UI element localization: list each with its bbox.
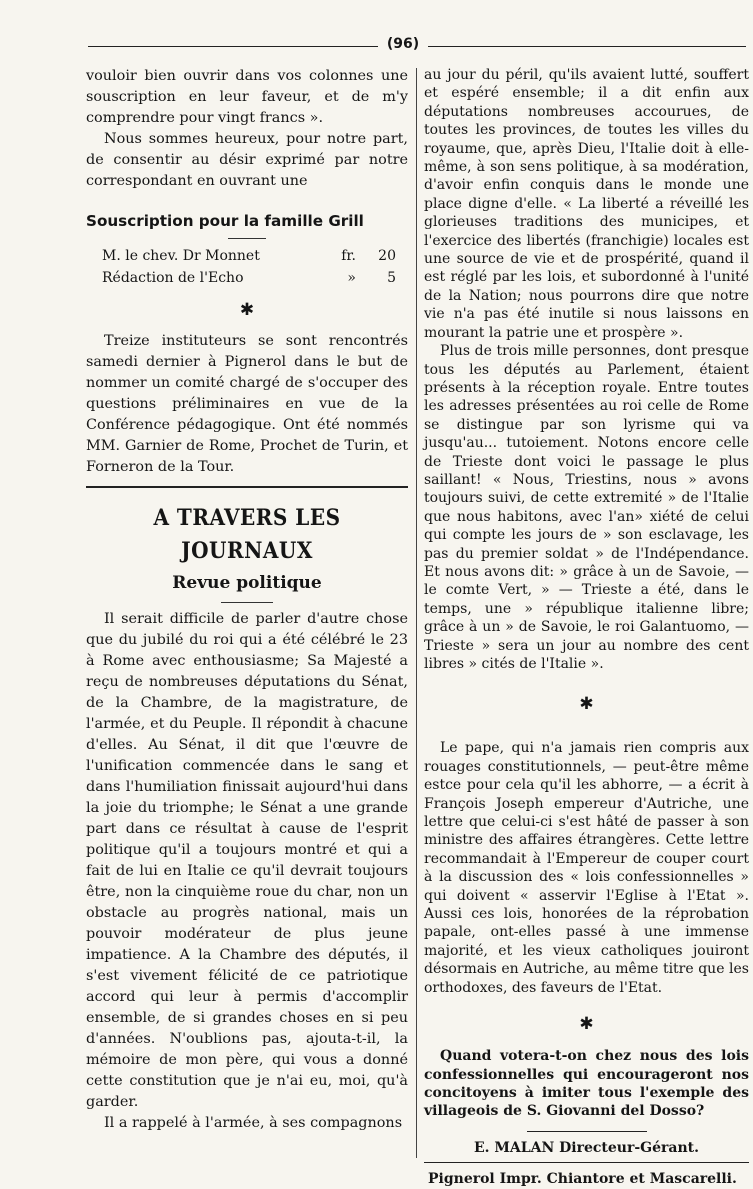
column-divider [416, 68, 417, 1158]
right-paragraph-1: au jour du péril, qu'ils avaient lutté, souffert et espéré ensemble; il a dit enfin aux députations nombreuses accourues, de toutes les provinces, de toutes les villes du royaume, que, après Dieu, l'Italie doit à elle-même, à son sens politique, à sa modération, d'avoir enfin conquis dans le monde une place digne d'elle. « La liberté a réveillé les glorieuses traditions des municipes, et l'exercice des libertés (franchigie) locales est une source de vie et de prospérité, quand il est réglé par les lois, et subordonné à l'unité de la Nation; nous pourrons dire que notre vie n'a pas été inutile si nous laissons en mourant la patrie une et prospère ». [424, 67, 749, 341]
closing-question: Quand votera-t-on chez nous des lois confessionnelles qui encourageront nos concitoyens à imiter tous l'exemple des villageois de S. Giovanni del Dosso? [424, 1048, 749, 1120]
meeting-paragraph: Treize instituteurs se sont rencontrés samedi dernier à Pignerol dans le but de nommer un comité chargé de s'occuper des questions préliminaires en vue de la Conférence pédagogique. Ont été nommés MM. Garnier de Rome, Prochet de Turin, et Forneron de la Tour. [86, 333, 408, 475]
page-header [88, 36, 748, 56]
printer-line: Pignerol Impr. Chiantore et Mascarelli. [428, 1170, 737, 1187]
subscription-rule [228, 238, 266, 239]
revue-paragraph: Il serait difficile de parler d'autre chose que du jubilé du roi qui a été célébré le 23 à Rome avec enthousiasme; Sa Majesté a reçu de nombreuses députations du Sénat, de la Chambre, de la magistrature, de l'armée, et du Peuple. Il répondit à chacune d'elles. Au Sénat, il dit que l'œuvre de l'unification commencée dans le sang et dans l'humiliation finissait aujourd'hui dans la joie du triomphe; le Sénat a une grande part dans ce résultat à cause de l'esprit politique qu'il a toujours montré et qui a fait de lui en Italie ce qu'il devrait toujours être, non la cinquième roue du char, non un obstacle au progrès national, mais un pouvoir modérateur de plus jeune impatience. A la Chambre des députés, il s'est vivement félicité de ce patriotique accord qui leur à permis d'accomplir ensemble, de si grandes choses en si peu d'années. N'oublions pas, ajouta-t-il, la mémoire de mon père, qui vous a donné cette constitution que je n'ai eu, moi, qu'à garder. [86, 611, 408, 1110]
subscriber-name: Rédaction de l'Echo [102, 270, 244, 286]
subscription-title: Souscription pour la famille Grill [86, 212, 364, 230]
intro-paragraph-2: Nous sommes heureux, pour notre part, de consentir au désir exprimé par notre correspondant en ouvrant une [86, 131, 408, 189]
subscriber-currency: fr. [341, 248, 356, 264]
revue-last-line: Il a rappelé à l'armée, à ses compagnons [104, 1115, 403, 1131]
section-divider [86, 486, 408, 488]
section-star: ✱ [579, 1014, 594, 1035]
subscription-row [86, 245, 408, 267]
intro-paragraph-1: vouloir bien ouvrir dans vos colonnes une souscription en leur faveur, et de m'y comprendre pour vingt francs ». [86, 68, 408, 126]
section-subtitle: Revue politique [172, 573, 322, 593]
left-column [86, 66, 408, 1134]
right-column [424, 66, 749, 1189]
subscriber-amount: 20 [378, 248, 396, 264]
right-paragraph-2: Plus de trois mille personnes, dont presque tous les députés au Parlement, étaient présents à la réception royale. Entre toutes les adresses présentées au roi celle de Rome se distingue par son lyrisme qui va jusqu'au... tutoiement. Notons encore celle de Trieste dont voici le passage le plus saillant! « Nous, Triestins, nous » avons toujours suivi, de cette extremité » de l'Italie que nous habitons, avec l'an» xiété de celui qui compte les jours de » son esclavage, les pas du premier soldat » de l'Indépendance. Et nous avons dit: » grâce à un de Savoie, — le comte Vert, » — Trieste a été, dans le temps, une » république italienne libre; grâce à un » de Savoie, le roi Galantuomo, — Trieste » sera un jour au nombre des cent libres » cités de l'Italie ». [424, 343, 749, 672]
subscriber-amount: 5 [387, 270, 396, 286]
subscriber-currency: » [347, 270, 356, 286]
header-rule-right [428, 46, 746, 47]
section-star: ✱ [239, 300, 255, 320]
section-title: A TRAVERS LES JOURNAUX [153, 504, 341, 564]
right-paragraph-3: Le pape, qui n'a jamais rien compris aux rouages constitutionnels, — peut-être même estce pour cela qu'il les abhorre, — a écrit à François Joseph empereur d'Autriche, une lettre que celui-ci s'est hâté de passer à son ministre des affaires étrangères. Cette lettre recommandait à l'Empereur de couper court à la discussion des « lois confessionnelles » qui doivent « asservir l'Eglise à l'Etat ». Aussi ces lois, honorées de la réprobation papale, ont-elles passé à une immense majorité, et les vieux catholiques jouiront désormais en Autriche, au même titre que les orthodoxes, des faveurs de l'Etat. [424, 740, 749, 996]
subscription-row [86, 267, 408, 289]
header-rule-left [88, 46, 378, 47]
signature: E. MALAN Directeur-Gérant. [474, 1139, 699, 1156]
signature-rule [527, 1131, 647, 1132]
page-number: (96) [386, 36, 420, 52]
subscriber-name: M. le chev. Dr Monnet [102, 248, 260, 264]
section-star: ✱ [579, 694, 594, 715]
printer-rule [424, 1162, 749, 1163]
subtitle-rule [221, 602, 273, 603]
